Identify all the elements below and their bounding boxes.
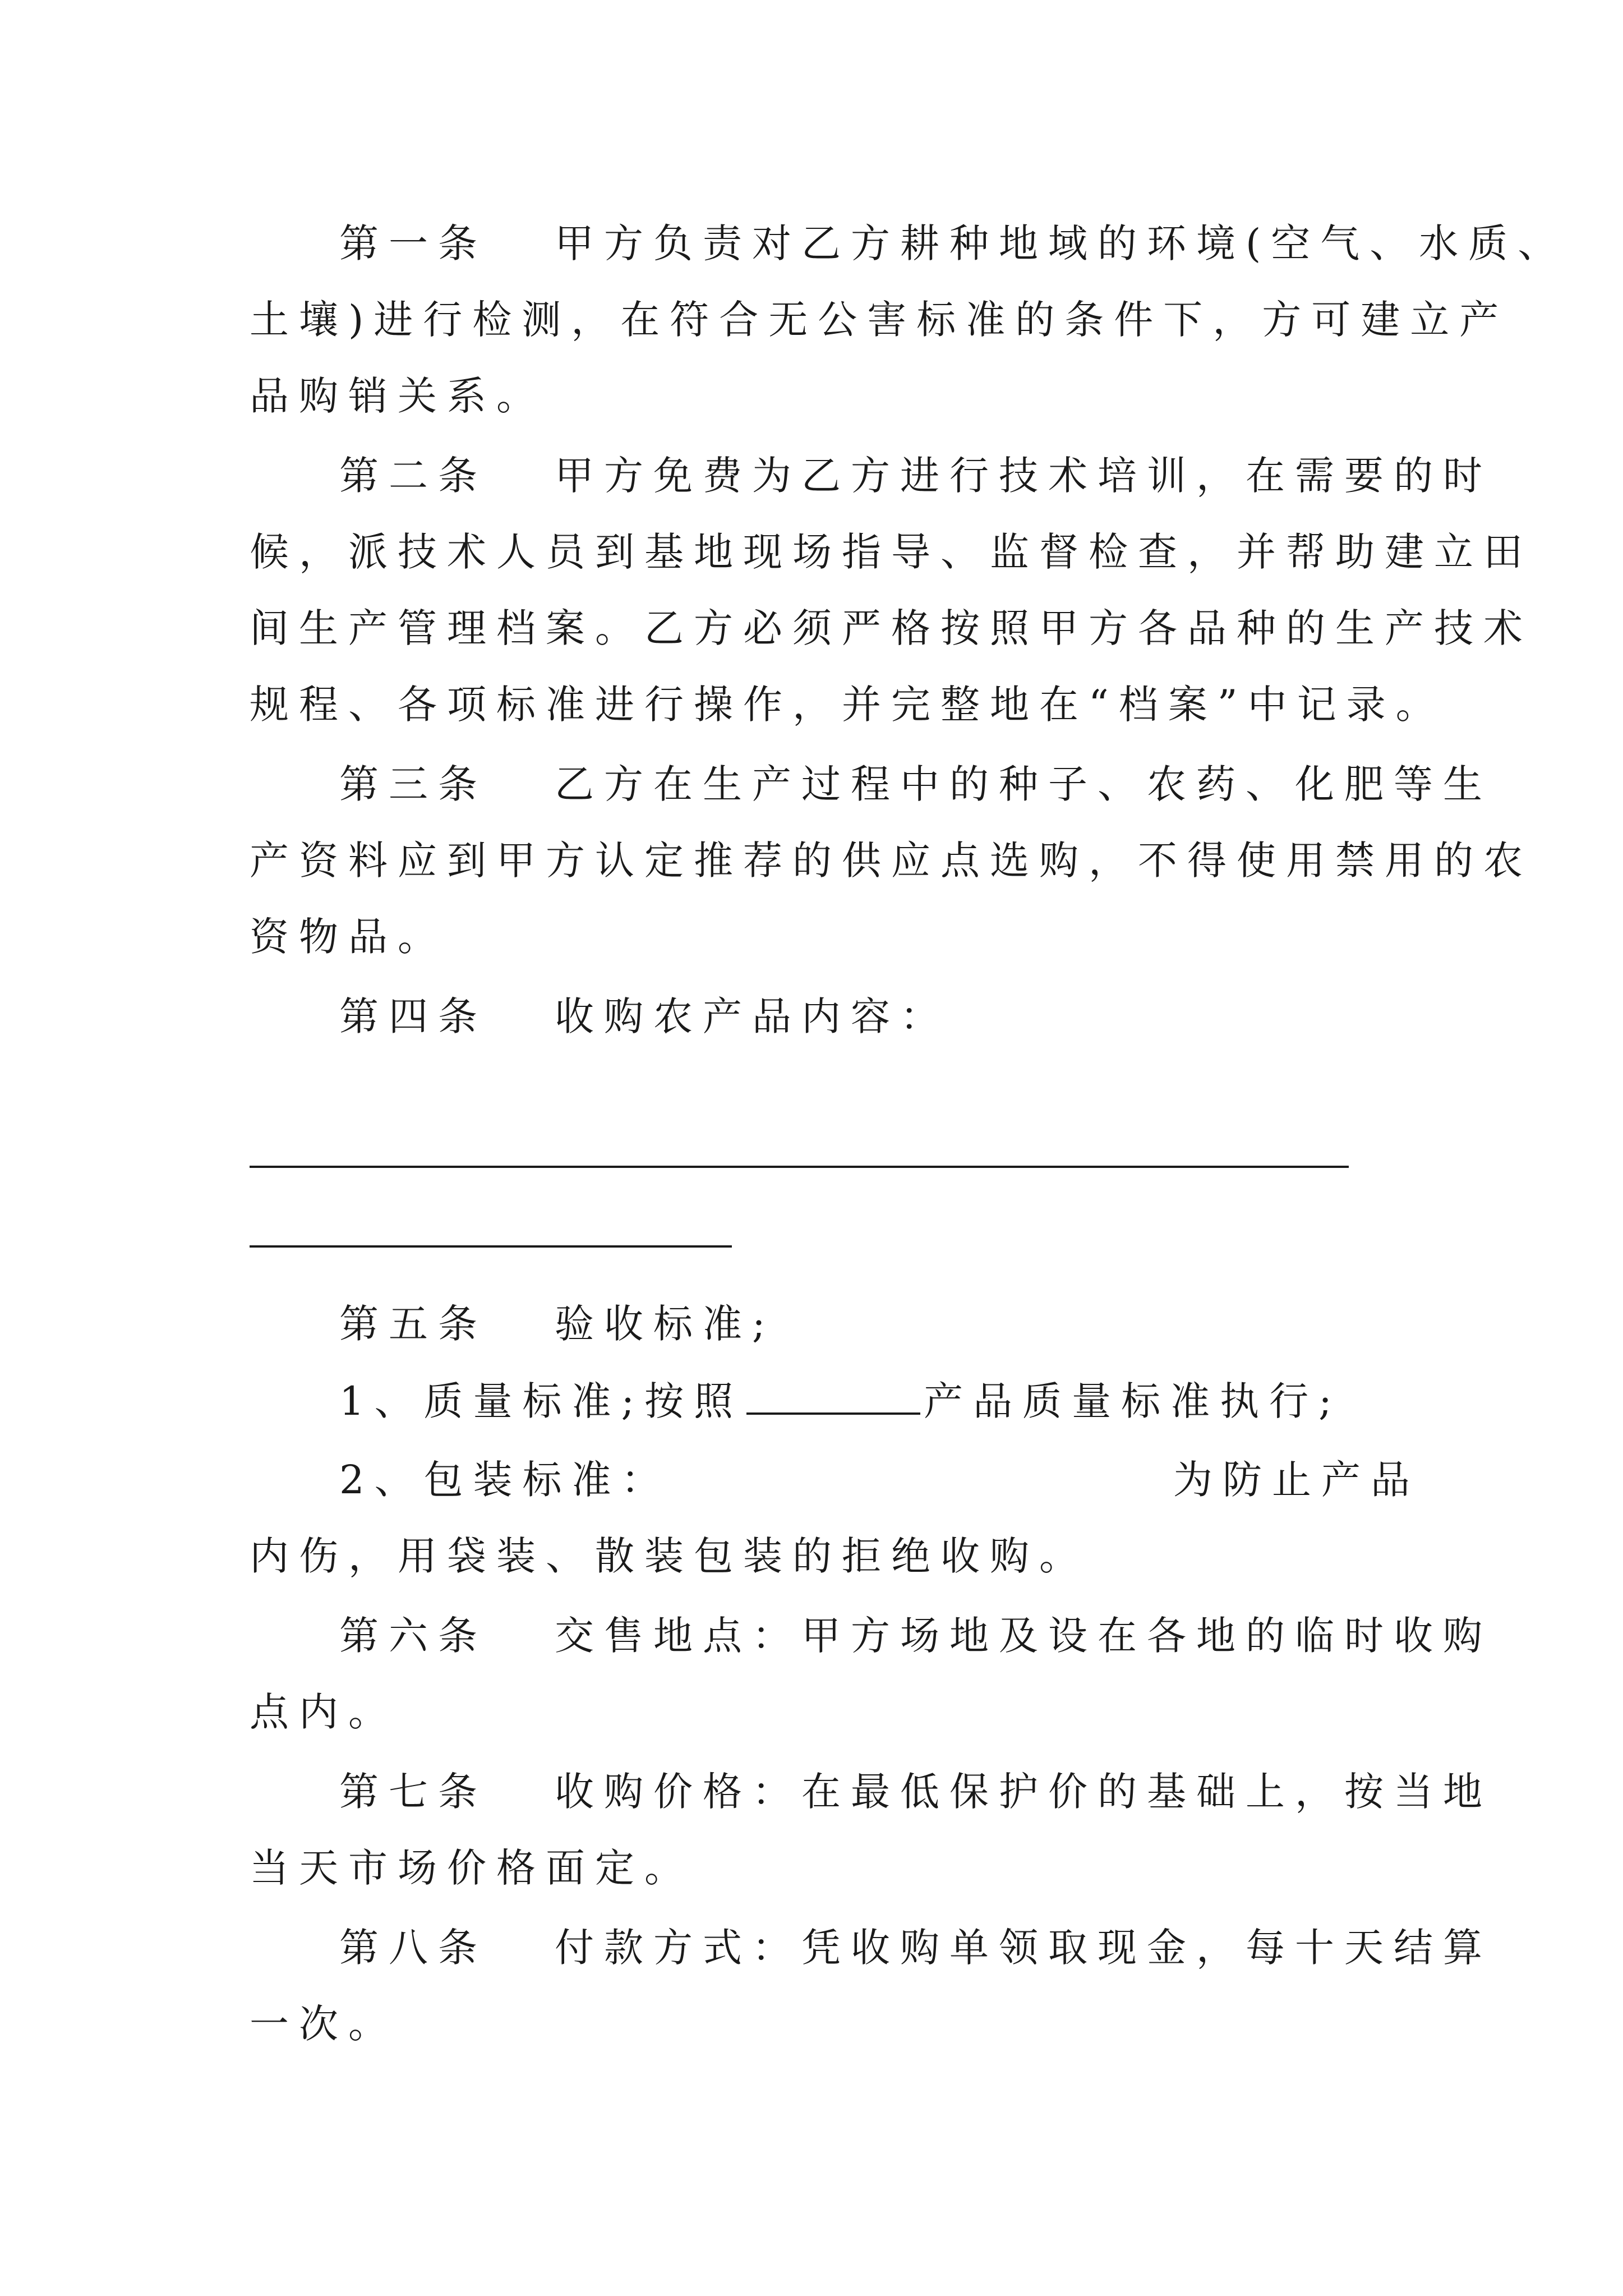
article-6-line-2: 点内。 <box>250 1689 398 1735</box>
article-4-text: 收购农产品内容： <box>555 993 949 1039</box>
article-5-text: 验收标准; <box>555 1301 776 1347</box>
article-7-title: 第七条 <box>339 1769 487 1815</box>
article-3-text: 乙方在生产过程中的种子、农药、化肥等生 <box>555 761 1492 807</box>
quality-standard-blank <box>746 1373 920 1415</box>
article-3-title: 第三条 <box>339 761 487 807</box>
article-8-text: 付款方式：凭收购单领取现金，每十天结算 <box>555 1925 1492 1971</box>
article-2-line-4: 规程、各项标准进行操作，并完整地在“档案”中记录。 <box>250 682 1445 728</box>
article-6-line-1 <box>339 1609 1492 1663</box>
article-6-title: 第六条 <box>339 1613 487 1659</box>
article-2-line-1 <box>339 449 1492 503</box>
blank-fill-line-2 <box>250 1245 732 1248</box>
article-1-line-3: 品购销关系。 <box>250 373 546 419</box>
article-2-text: 甲方免费为乙方进行技术培训，在需要的时 <box>555 453 1492 499</box>
article-4-line-1 <box>339 990 949 1043</box>
article-5-item-2-right: 为防止产品 <box>1173 1457 1420 1503</box>
item-1-suffix: 产品质量标准执行; <box>924 1378 1342 1424</box>
article-5-item-1 <box>339 1373 1342 1428</box>
article-5-title: 第五条 <box>339 1301 487 1347</box>
article-3-line-3: 资物品。 <box>250 914 447 960</box>
article-5-line-1 <box>339 1297 776 1351</box>
item-1-prefix: 1、质量标准;按照 <box>339 1378 744 1424</box>
article-5-item-2: 2、包装标准： <box>339 1457 671 1503</box>
article-8-line-1 <box>339 1921 1492 1975</box>
article-1-text: 甲方负责对乙方耕种地域的环境(空气、水质、 <box>555 220 1567 266</box>
article-5-item-2-line-2: 内伤，用袋装、散装包装的拒绝收购。 <box>250 1533 1089 1579</box>
article-2-line-3: 间生产管理档案。乙方必须严格按照甲方各品种的生产技术 <box>250 605 1533 651</box>
article-7-line-1 <box>339 1765 1492 1819</box>
blank-fill-line-1 <box>250 1166 1349 1168</box>
article-7-text: 收购价格：在最低保护价的基础上，按当地 <box>555 1769 1492 1815</box>
article-2-title: 第二条 <box>339 453 487 499</box>
article-8-title: 第八条 <box>339 1925 487 1971</box>
article-3-line-2: 产资料应到甲方认定推荐的供应点选购，不得使用禁用的农 <box>250 838 1533 884</box>
article-8-line-2: 一次。 <box>250 2001 398 2047</box>
article-7-line-2: 当天市场价格面定。 <box>250 1845 694 1891</box>
article-2-line-2: 候，派技术人员到基地现场指导、监督检查，并帮助建立田 <box>250 529 1533 575</box>
article-1-line-2: 土壤)进行检测，在符合无公害标准的条件下，方可建立产 <box>250 297 1509 343</box>
article-4-title: 第四条 <box>339 993 487 1039</box>
article-6-text: 交售地点：甲方场地及设在各地的临时收购 <box>555 1613 1492 1659</box>
article-3-line-1 <box>339 757 1492 811</box>
article-1-title: 第一条 <box>339 220 487 266</box>
article-1-line-1 <box>339 217 1567 270</box>
